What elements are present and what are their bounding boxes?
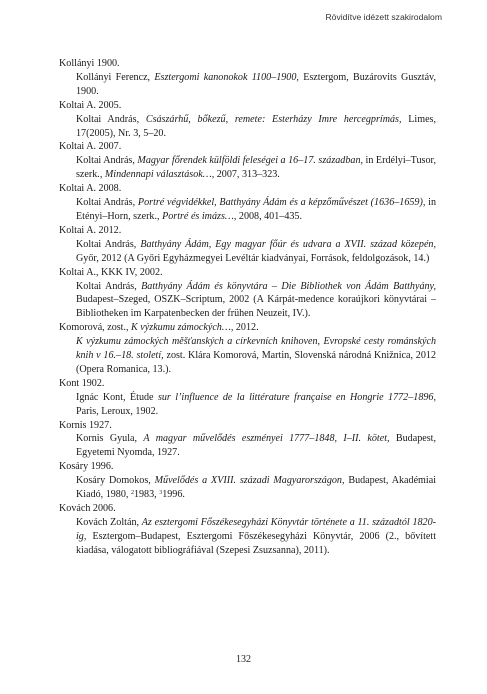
bib-entry-key: Koltai A. 2005. xyxy=(59,99,122,111)
bib-entry xyxy=(59,57,436,99)
bib-entry-reference: Kosáry Domokos, Művelődés a XVIII. századi Magyarországon, Budapest, Akadémiai Kiadó, 1980, $^2$1983, $^3$1996. xyxy=(76,475,436,501)
bib-entry-key: Kornis 1927. xyxy=(59,419,112,431)
bib-entry-reference: Kovách Zoltán, Az esztergomi Főszékesegyházi Könyvtár története a 11. századtól 1820-ig, Esztergom–Budapest, Esztergomi Főszékesegyházi Könyvtár, 2006 (2., bővített kiadása, válogatott bibliográfiával (Szepesi Zsuzsanna), 2011). xyxy=(76,516,436,556)
bib-entry-reference: Koltai András, Császárhű, bőkezű, remete: Esterházy Imre hercegprímás, Limes, 17(2005), Nr. 3, 5–20. xyxy=(76,113,436,139)
bib-entry-key: Kovách 2006. xyxy=(59,503,116,514)
bib-entry xyxy=(59,266,436,322)
bib-entry-key: Koltai A., KKK IV, 2002. xyxy=(59,266,163,278)
bib-entry-key: Komorová, zost., K výzkumu zámockých…, 2012. xyxy=(59,322,259,334)
page-number: 132 xyxy=(236,654,251,665)
bib-entry-key: Kollányi 1900. xyxy=(59,58,120,69)
bib-entry-reference: Koltai András, Batthyány Ádám, Egy magyar főúr és udvara a XVII. század közepén, Győr, 2012 (A Győri Egyházmegyei Levéltár kiadványai, Források, feldolgozások, 14.) xyxy=(76,238,437,264)
bib-entry-key: Koltai A. 2012. xyxy=(59,224,122,236)
bib-entry-reference: Koltai András, Magyar főrendek külföldi feleségei a 16–17. században, in Erdélyi–Tusor, szerk., Mindennapi választások…, 2007, 313–323. xyxy=(76,155,436,181)
bib-entry-reference: Ignác Kont, Étude sur l’influence de la littérature française en Hongrie 1772–1896, Paris, Leroux, 1902. xyxy=(76,391,436,417)
bibliography-list xyxy=(59,57,436,558)
bib-entry xyxy=(59,140,436,182)
bib-entry-reference: Kornis Gyula, A magyar művelődés eszményei 1777–1848, I–II. kötet, Budapest, Egyetemi Nyomda, 1927. xyxy=(76,433,436,459)
bib-entry-reference: Koltai András, Portré végvidékkel, Batthyány Ádám és a képzőművészet (1636–1659), in Etényi–Horn, szerk., Portré és imázs…, 2008, 401–435. xyxy=(76,197,436,222)
bib-entry-key: Kosáry 1996. xyxy=(59,461,114,473)
bib-entry xyxy=(59,224,436,266)
bib-entry xyxy=(59,419,436,461)
bib-entry-reference: Koltai András, Batthyány Ádám és könyvtára – Die Bibliothek von Ádám Batthyány, Budapest–Szeged, OSZK–Scriptum, 2002 (A Kárpát-medence koraújkori könyvtárai – Bibliotheken im Karpatenbecken der frühen Neuzeit, IV.). xyxy=(76,280,436,320)
bib-entry xyxy=(59,321,436,377)
bib-entry xyxy=(59,182,436,224)
running-head: Rövidítve idézett szakirodalom xyxy=(325,12,442,22)
bib-entry-key: Koltai A. 2007. xyxy=(59,141,122,153)
bib-entry-key: Kont 1902. xyxy=(59,377,105,389)
bib-entry-reference: Kollányi Ferencz, Esztergomi kanonokok 1100–1900, Esztergom, Buzárovits Gusztáv, 1900. xyxy=(76,71,436,97)
bib-entry-reference: K výzkumu zámockých měšťanských a církevních knihoven, Evropské cesty románských knih v 16.–18. století, zost. Klára Komorová, Martin, Slovenská národná Knižnica, 2012 (Opera Romanica, 13.). xyxy=(76,336,436,375)
bib-entry xyxy=(59,377,436,419)
bib-entry xyxy=(59,460,436,502)
bib-entry-key: Koltai A. 2008. xyxy=(59,183,122,195)
bib-entry xyxy=(59,502,436,558)
bib-entry xyxy=(59,99,436,141)
